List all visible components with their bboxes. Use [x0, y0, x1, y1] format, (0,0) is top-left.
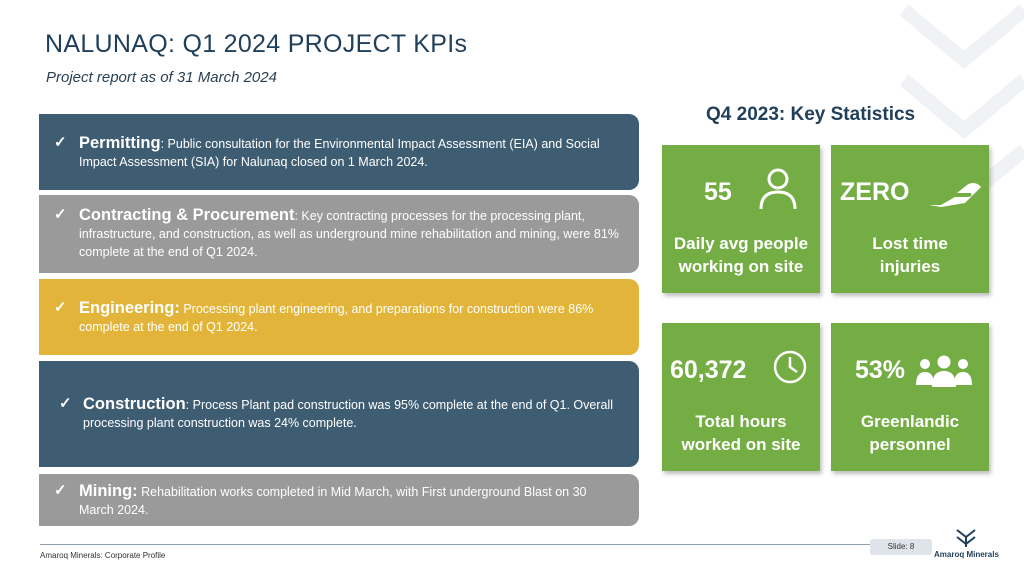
- kpi-heading: Engineering:: [79, 299, 180, 317]
- kpi-heading: Permitting: [79, 134, 161, 152]
- kpi-engineering: [39, 279, 639, 355]
- page-title: NALUNAQ: Q1 2024 PROJECT KPIs: [45, 30, 468, 58]
- kpi-text: : Public consultation for the Environmental Impact Assessment (EIA) and Social Impact Assessment (SIA) for Nalunaq closed on 1 March 2024.: [79, 137, 600, 169]
- check-icon: ✓: [54, 482, 67, 499]
- kpi-text: : Process Plant pad construction was 95% complete at the end of Q1. Overall processing plant construction was 24% complete.: [83, 398, 613, 430]
- check-icon: ✓: [54, 134, 67, 151]
- group-icon: [915, 355, 973, 389]
- kpi-heading: Construction: [83, 395, 186, 413]
- kpi-contracting: [39, 195, 639, 273]
- stat-value: 55: [704, 178, 732, 206]
- kpi-construction: [39, 361, 639, 467]
- stat-label: Daily avg people working on site: [673, 234, 809, 276]
- stat-label: Lost time injuries: [872, 234, 948, 276]
- person-icon: [758, 167, 798, 211]
- check-icon: ✓: [54, 206, 67, 223]
- kpi-text: Processing plant engineering, and preparations for construction were 86% complete at the end of Q1 2024.: [79, 302, 594, 334]
- page-subtitle: Project report as of 31 March 2024: [46, 69, 277, 86]
- kpi-mining: [39, 474, 639, 526]
- company-logo-text: Amaroq Minerals: [934, 550, 999, 559]
- stat-value: 60,372: [670, 356, 747, 384]
- stats-heading: Q4 2023: Key Statistics: [706, 104, 916, 125]
- footer-divider: [40, 544, 874, 545]
- kpi-text: : Key contracting processes for the processing plant, infrastructure, and construction, as well as underground mine rehabilitation and mining, were 81% complete at the end of Q1 2024.: [79, 209, 619, 259]
- company-logo-icon: [955, 527, 977, 549]
- stat-value: 53%: [855, 356, 906, 384]
- kpi-heading: Mining:: [79, 482, 138, 500]
- stat-label: Greenlandic personnel: [860, 412, 960, 454]
- stat-tile-greenlandic: [831, 323, 989, 471]
- stat-tile-daily-people: [662, 145, 820, 293]
- clock-icon: [772, 349, 808, 385]
- kpi-heading: Contracting & Procurement: [79, 206, 295, 224]
- stat-tile-lost-time: [831, 145, 989, 293]
- kpi-text: Rehabilitation works completed in Mid March, with First underground Blast on 30 March 2024.: [79, 485, 587, 517]
- stat-value: ZERO: [840, 178, 910, 206]
- kpi-permitting: [39, 114, 639, 190]
- stat-label: Total hours worked on site: [681, 412, 801, 454]
- hand-icon: [927, 179, 983, 209]
- stat-tile-total-hours: [662, 323, 820, 471]
- footer-text: Amaroq Minerals: Corporate Profile: [40, 551, 166, 560]
- slide-number-badge: Slide: 8: [870, 539, 932, 555]
- check-icon: ✓: [54, 299, 67, 316]
- check-icon: ✓: [59, 395, 72, 412]
